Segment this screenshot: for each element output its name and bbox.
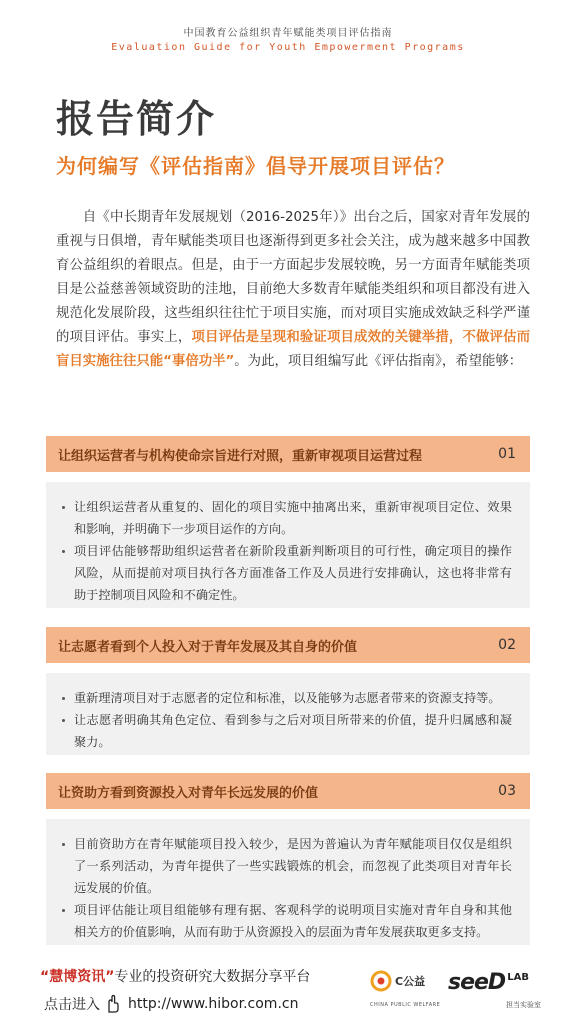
intro-highlight: 项目评估是呈现和验证项目成效的关键举措，不做评估而盲目实施往往只能“事倍功半” (56, 330, 531, 369)
section-header-3 (46, 773, 530, 809)
footer-slogan (40, 966, 310, 986)
page-title: 报告简介 (56, 97, 217, 141)
footer-brand-quote: “慧博资讯” (40, 969, 115, 985)
intro-paragraph (56, 206, 530, 374)
seed-logo-main: seeD (448, 970, 506, 995)
header-cn: 中国教育公益组织青年赋能类项目评估指南 (183, 28, 393, 39)
section-number: 01 (498, 446, 516, 462)
footer-link[interactable] (44, 994, 298, 1014)
section-title: 让志愿者看到个人投入对于青年发展及其自身的价值 (58, 639, 358, 655)
section-body-1 (46, 482, 530, 608)
list-item: 重新理清项目对于志愿者的定位和标准，以及能够为志愿者带来的资源支持等。 (62, 687, 512, 709)
section-number: 02 (498, 637, 516, 653)
seed-logo-subtext: 担当实验室 (506, 1001, 541, 1009)
section-body-3 (46, 819, 530, 945)
page-subtitle: 为何编写《评估指南》倡导开展项目评估？ (56, 154, 455, 178)
intro-text-2: 。为此，项目组编写此《评估指南》，希望能够： (234, 354, 523, 369)
section-header-1 (46, 436, 530, 472)
c-logo-text: C公益 (395, 975, 426, 988)
section-header-2 (46, 627, 530, 663)
seed-logo-lab: LAB (507, 972, 529, 983)
footer-enter-label: 点击进入 (44, 997, 100, 1013)
section-title: 让组织运营者与机构使命宗旨进行对照，重新审视项目运营过程 (58, 448, 423, 464)
section-number: 03 (498, 783, 516, 799)
intro-text-1: 自《中长期青年发展规划（2016-2025年）》出台之后，国家对青年发展的重视与日俱增，青年赋能类项目也逐渐得到更多社会关注，成为越来越多中国教育公益组织的着眼点。但是，由于一方面起步发展较晚，另一方面青年赋能类项目是公益慈善领域资助的洼地，目前绝大多数青年赋能类组织和项目都没有进入规范化发展阶段，这些组织往往忙于项目实施，而对项目实施成效缺乏科学严谨的项目评估。事实上， (56, 210, 530, 345)
list-item: 让组织运营者从重复的、固化的项目实施中抽离出来，重新审视项目定位、效果和影响，并明确下一步项目运作的方向。 (62, 496, 512, 540)
header-en: Evaluation Guide for Youth Empowerment Programs (111, 42, 465, 53)
list-item: 让志愿者明确其角色定位、看到参与之后对项目所带来的价值，提升归属感和凝聚力。 (62, 709, 512, 753)
c-gongyi-logo (370, 970, 425, 992)
list-item: 项目评估能让项目组能够有理有据、客观科学的说明项目实施对青年自身和其他相关方的价值影响，从而有助于从资源投入的层面为青年发展获取更多支持。 (62, 899, 512, 943)
section-body-2 (46, 673, 530, 755)
seed-lab-logo (448, 970, 529, 995)
hand-pointer-icon (102, 994, 122, 1014)
c-logo-icon (370, 970, 392, 992)
footer-slogan-text: 专业的投资研究大数据分享平台 (114, 969, 311, 985)
list-item: 项目评估能够帮助组织运营者在新阶段重新判断项目的可行性，确定项目的操作风险，从而提前对项目执行各方面准备工作及人员进行安排确认，这也将非常有助于控制项目风险和不确定性。 (62, 540, 512, 606)
section-title: 让资助方看到资源投入对青年长远发展的价值 (58, 785, 319, 801)
c-logo-subtext: CHINA PUBLIC WELFARE (370, 1002, 441, 1008)
list-item: 目前资助方在青年赋能项目投入较少，是因为普遍认为青年赋能项目仅仅是组织了一系列活动，为青年提供了一些实践锻炼的机会，而忽视了此类项目对青年长远发展的价值。 (62, 833, 512, 899)
footer-url-link[interactable]: http://www.hibor.com.cn (128, 996, 299, 1012)
